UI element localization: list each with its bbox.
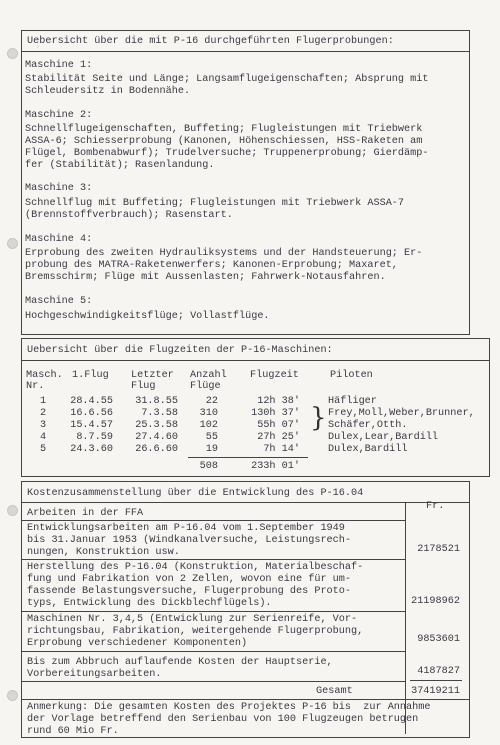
note-text: Anmerkung: Die gesamten Kosten des Projektes P-16 bis zur Annahme	[27, 702, 431, 713]
machine-heading: Maschine 5:	[25, 296, 93, 307]
cell-count: 22	[205, 396, 218, 407]
machine-text: Flügel, Bombenabwurf); Trudelversuche; Truppenerprobung; Gierdämp-	[25, 148, 429, 159]
cell-last-flight: 27.4.60	[135, 432, 178, 443]
total-label: Gesamt	[316, 686, 353, 697]
total-rule	[188, 457, 308, 458]
machine-heading: Maschine 4:	[25, 234, 93, 245]
cost-amount: 9853601	[417, 634, 460, 645]
col-header-count: Flüge	[190, 381, 221, 392]
cell-nr: 5	[40, 444, 47, 455]
col-header-nr: Nr.	[26, 381, 45, 392]
machine-text: Hochgeschwindigkeitsflüge; Vollastflüge.	[25, 311, 270, 322]
total-flight-time: 233h 01'	[251, 461, 300, 472]
machine-text: (Brennstoffverbrauch); Rasenstart.	[25, 210, 233, 221]
cell-nr: 4	[40, 432, 47, 443]
cost-amount: 2178521	[417, 544, 460, 555]
machine-text: Erprobung des zweiten Hydrauliksystems und der Handsteuerung; Er-	[25, 248, 423, 259]
cell-last-flight: 26.6.60	[135, 444, 178, 455]
cell-pilots: Frey,Moll,Weber,Brunner,	[328, 408, 475, 419]
total-amount: 37419211	[411, 686, 460, 697]
punch-hole	[7, 505, 18, 516]
cell-last-flight: 25.3.58	[135, 420, 178, 431]
cell-nr: 2	[40, 408, 47, 419]
cell-flight-time: 130h 37'	[251, 408, 300, 419]
col-header-count: Anzahl	[190, 370, 227, 381]
cell-flight-time: 12h 38'	[257, 396, 300, 407]
total-count: 508	[199, 461, 218, 472]
col-header-flight-time: Flugzeit	[250, 370, 299, 381]
cost-item-text: Erprobung verschiedener Komponenten)	[27, 638, 248, 649]
machine-text: Schnellflugeigenschaften, Buffeting; Flugleistungen mit Triebwerk	[25, 124, 423, 135]
machine-heading: Maschine 2:	[25, 110, 93, 121]
cell-pilots: Häfliger	[328, 396, 377, 407]
cell-last-flight: 7.3.58	[141, 408, 178, 419]
section1-title: Uebersicht über die mit P-16 durchgeführten Flugerprobungen:	[27, 36, 394, 47]
col-header-last-flight: Letzter	[131, 370, 174, 381]
cell-pilots: Dulex,Lear,Bardill	[328, 432, 439, 443]
sum-rule	[410, 680, 462, 681]
machine-text: ASSA-6; Schiesserprobung (Kanonen, Höhenschiessen, HSS-Raketen am	[25, 136, 423, 147]
machine-text: fer (Stabilität); Rasenlandung.	[25, 160, 215, 171]
machine-text: probung des MATRA-Raketenwerfers; Kanonen-Erprobung; Maxaret,	[25, 260, 398, 271]
machine-text: Bremsschirm; Flüge mit Aussenlasten; Fahrwerk-Notausfahren.	[25, 272, 386, 283]
cell-count: 19	[205, 444, 218, 455]
cell-last-flight: 31.8.55	[135, 396, 178, 407]
cell-count: 102	[199, 420, 218, 431]
cost-item-text: typs, Entwicklung des Dickblechflügels).	[27, 598, 272, 609]
cost-subheader: Arbeiten in der FFA	[27, 508, 144, 519]
cell-first-flight: 28.4.55	[70, 396, 113, 407]
currency-label: Fr.	[426, 501, 445, 512]
cell-first-flight: 15.4.57	[70, 420, 113, 431]
cost-item-text: bis 31.Januar 1953 (Windkanalversuche, Leistungsrech-	[27, 535, 352, 546]
cell-flight-time: 7h 14'	[263, 444, 300, 455]
punch-hole	[7, 48, 18, 59]
col-header-last-flight: Flug	[131, 381, 156, 392]
cell-pilots: Schäfer,Otth.	[328, 420, 408, 431]
cost-item-text: fung und Fabrikation von 2 Zellen, wovon eine für um-	[27, 574, 352, 585]
col-header-first-flight: 1.Flug	[72, 370, 109, 381]
cell-nr: 3	[40, 420, 47, 431]
cost-item-text: Herstellung des P-16.04 (Konstruktion, Materialbeschaf-	[27, 562, 364, 573]
col-header-pilots: Piloten	[330, 370, 373, 381]
section2-title: Uebersicht über die Flugzeiten der P-16-Maschinen:	[27, 345, 333, 356]
cell-first-flight: 24.3.60	[70, 444, 113, 455]
cost-amount: 4187827	[417, 666, 460, 677]
cell-flight-time: 27h 25'	[257, 432, 300, 443]
punch-hole	[7, 238, 18, 249]
cell-pilots: Dulex,Bardill	[328, 444, 408, 455]
section3-title: Kostenzusammenstellung über die Entwicklung des P-16.04	[27, 488, 364, 499]
note-text: der Vorlage betreffend den Serienbau von 100 Flugzeugen betrugen	[27, 714, 419, 725]
machine-heading: Maschine 1:	[25, 60, 93, 71]
cost-item-text: richtungsbau, Fabrikation, weitergehende Flugerprobung,	[27, 626, 364, 637]
note-text: rund 60 Mio Fr.	[27, 726, 119, 737]
cost-item-text: Bis zum Abbruch auflaufende Kosten der Hauptserie,	[27, 657, 333, 668]
cost-item-text: fassende Belastungsversuche, Flugerprobung des Proto-	[27, 586, 352, 597]
punch-hole	[7, 690, 18, 701]
cell-flight-time: 55h 07'	[257, 420, 300, 431]
brace-icon: }	[310, 403, 327, 433]
cell-count: 310	[199, 408, 218, 419]
col-header-masch: Masch.	[26, 370, 63, 381]
machine-text: Schleudersitz in Bodennähe.	[25, 86, 191, 97]
machine-text: Schnellflug mit Buffeting; Flugleistungen mit Triebwerk ASSA-7	[25, 198, 405, 209]
cost-item-text: Entwicklungsarbeiten am P-16.04 vom 1.September 1949	[27, 523, 345, 534]
cost-item-text: Vorbereitungsarbeiten.	[27, 669, 162, 680]
machine-text: Stabilität Seite und Länge; Langsamflugeigenschaften; Absprung mit	[25, 74, 429, 85]
machine-heading: Maschine 3:	[25, 183, 93, 194]
cost-item-text: nungen, Konstruktion usw.	[27, 547, 180, 558]
cell-first-flight: 16.6.56	[70, 408, 113, 419]
cell-first-flight: 8.7.59	[76, 432, 113, 443]
cell-nr: 1	[40, 396, 47, 407]
cost-item-text: Maschinen Nr. 3,4,5 (Entwicklung zur Serienreife, Vor-	[27, 614, 358, 625]
cell-count: 55	[205, 432, 218, 443]
cost-amount: 21198962	[411, 596, 460, 607]
